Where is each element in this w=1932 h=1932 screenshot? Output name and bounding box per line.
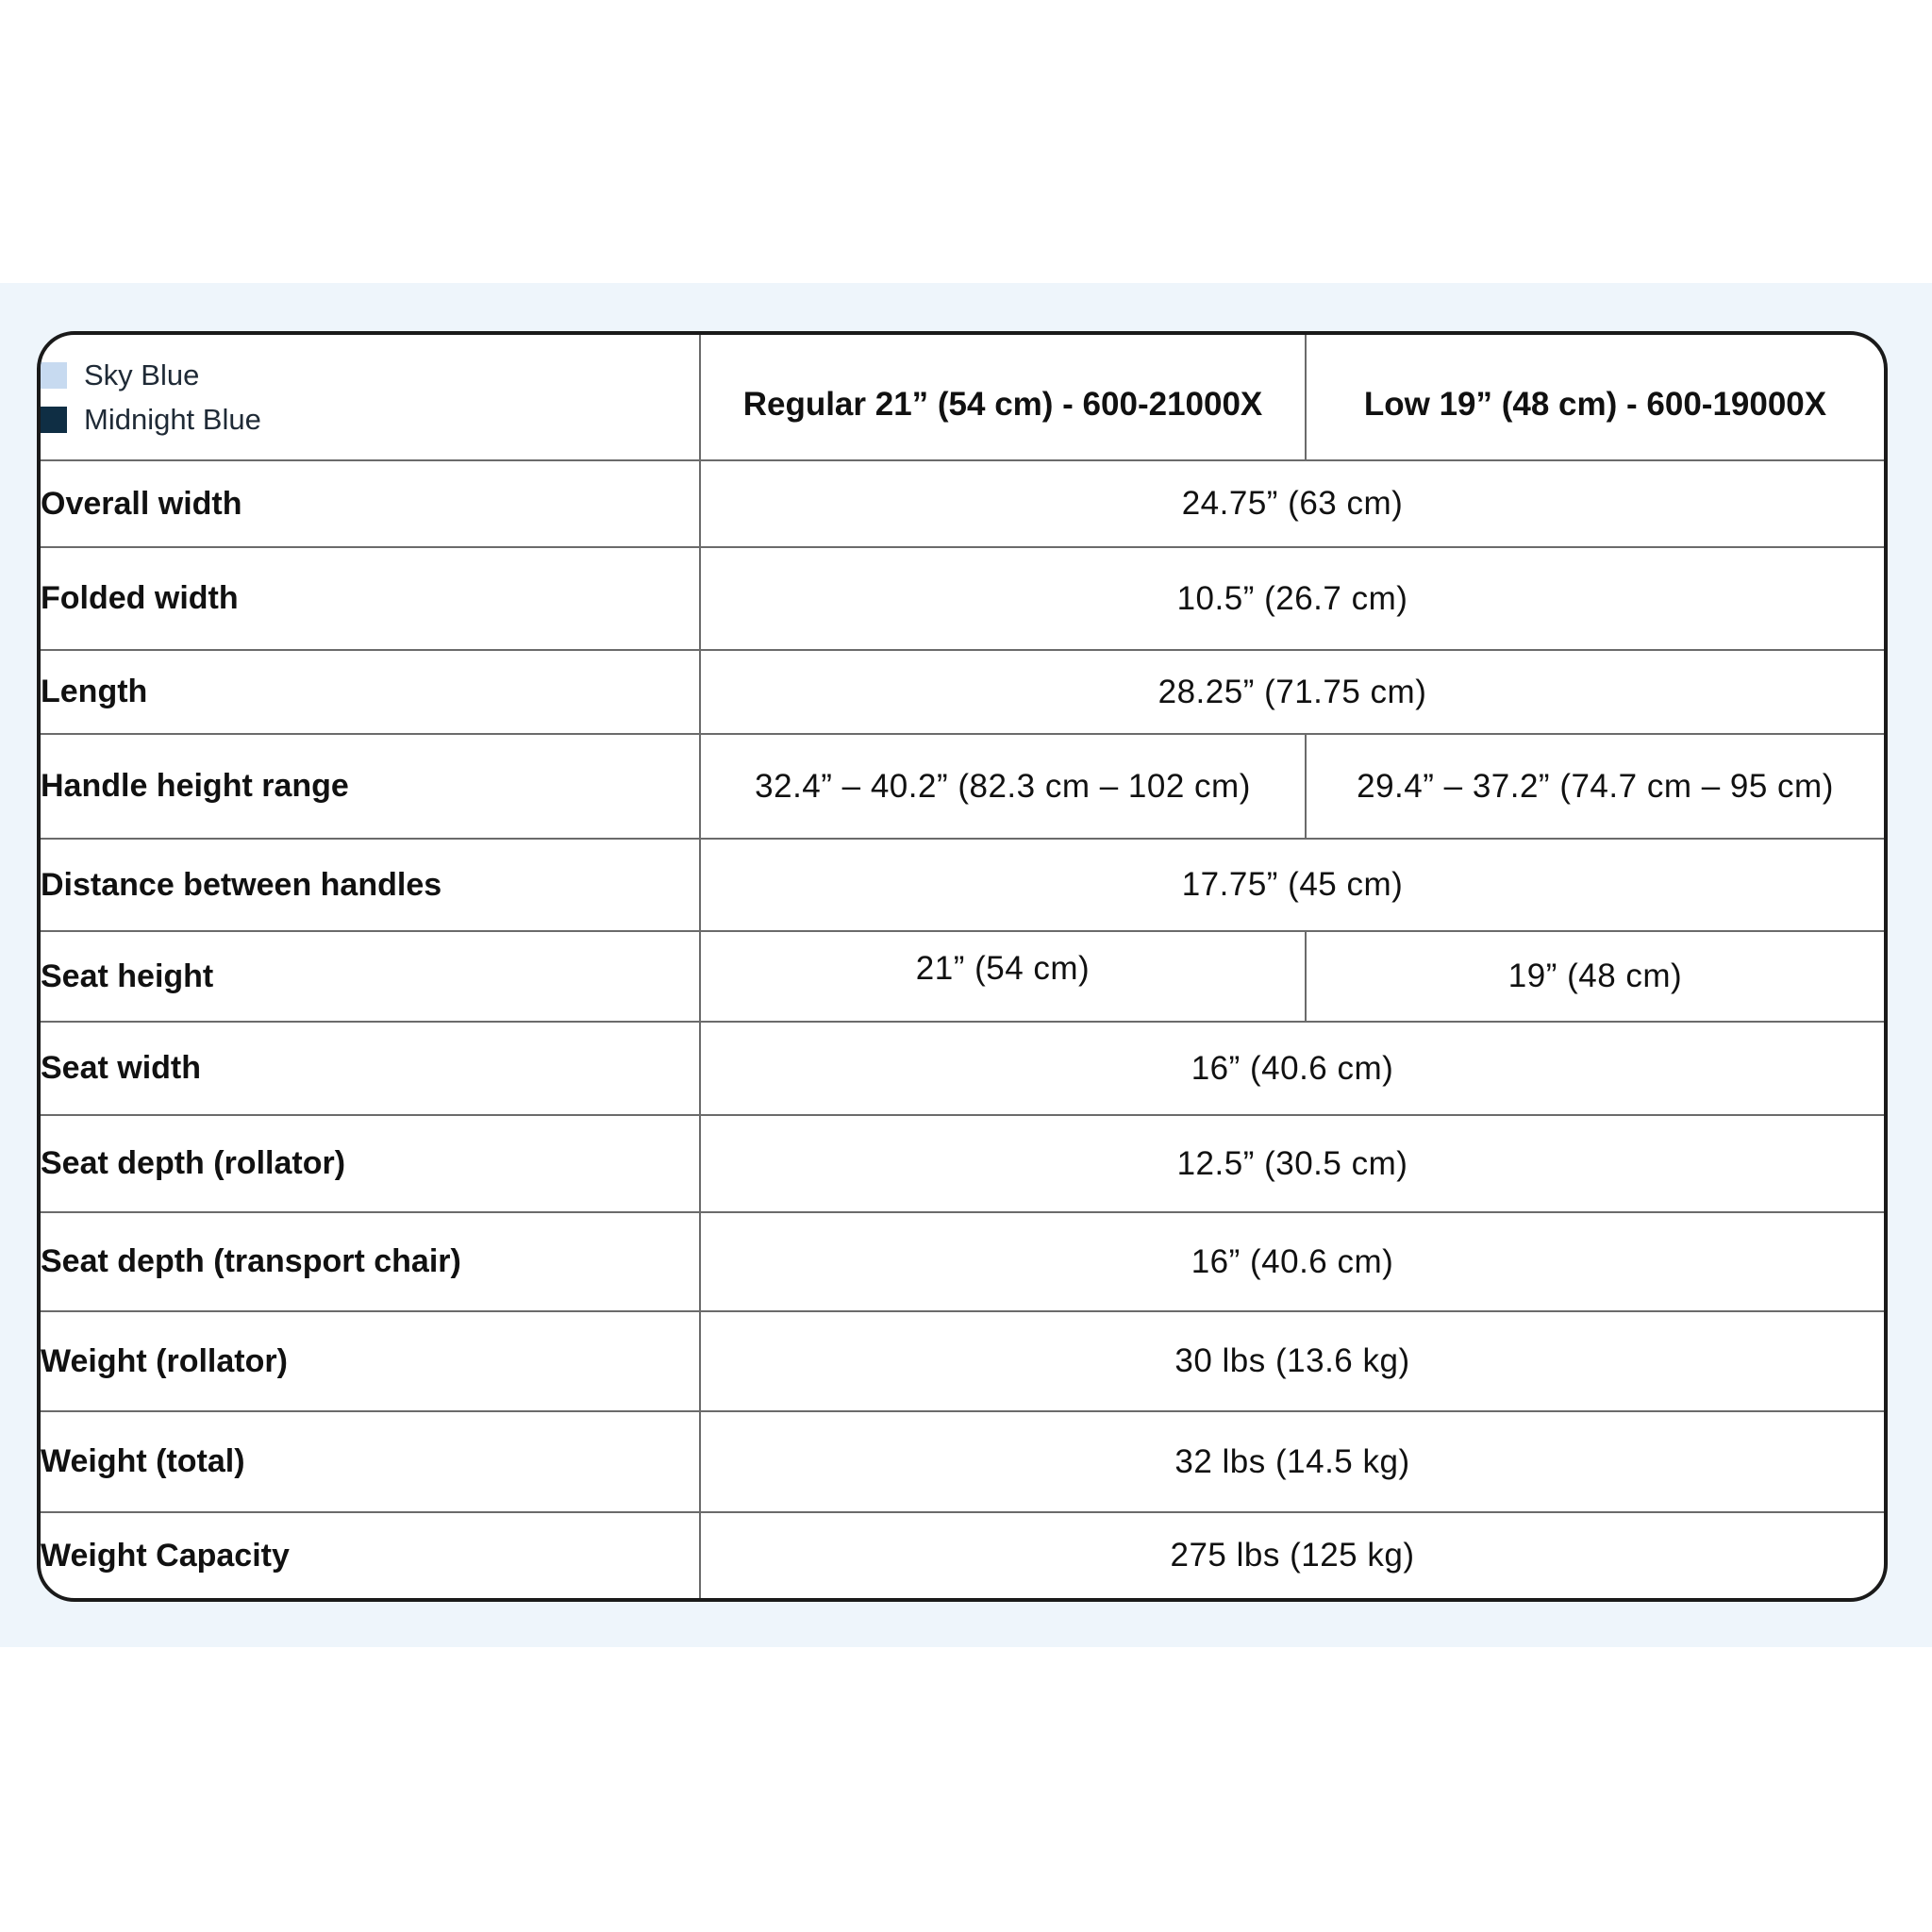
row-label: Seat depth (transport chair): [41, 1212, 700, 1311]
row-value: 24.75” (63 cm): [700, 460, 1884, 547]
row-value: 10.5” (26.7 cm): [700, 547, 1884, 650]
header-row: [41, 335, 1884, 460]
row-value: 30 lbs (13.6 kg): [700, 1311, 1884, 1411]
row-label: Length: [41, 650, 700, 734]
row-value: 17.75” (45 cm): [700, 839, 1884, 931]
specs-card: [37, 331, 1888, 1602]
legend-item-midnight-blue: [41, 397, 699, 441]
row-value: 28.25” (71.75 cm): [700, 650, 1884, 734]
header-low: Low 19” (48 cm) - 600-19000X: [1306, 335, 1884, 460]
midnight-blue-swatch-icon: [41, 407, 67, 433]
row-value: 275 lbs (125 kg): [700, 1512, 1884, 1598]
sky-blue-swatch-icon: [41, 362, 67, 389]
row-value-regular: 32.4” – 40.2” (82.3 cm – 102 cm): [700, 734, 1306, 839]
legend-item-sky-blue: [41, 353, 699, 397]
seat-height-regular: 21” (54 cm): [915, 950, 1091, 987]
row-value-low: 19” (48 cm): [1306, 931, 1884, 1022]
row-label: Overall width: [41, 460, 700, 547]
table-row: [41, 1512, 1884, 1598]
row-label: Distance between handles: [41, 839, 700, 931]
specs-table: [41, 335, 1884, 1598]
table-row: [41, 650, 1884, 734]
table-row: [41, 1212, 1884, 1311]
row-label: Weight (rollator): [41, 1311, 700, 1411]
row-value-regular: [700, 931, 1306, 1022]
row-label: Handle height range: [41, 734, 700, 839]
row-label: Seat width: [41, 1022, 700, 1115]
row-value: 16” (40.6 cm): [700, 1212, 1884, 1311]
table-row: [41, 839, 1884, 931]
legend-label: Midnight Blue: [84, 402, 261, 436]
row-label: Seat depth (rollator): [41, 1115, 700, 1212]
table-row: [41, 931, 1884, 1022]
row-label: Weight (total): [41, 1411, 700, 1512]
table-row: [41, 734, 1884, 839]
table-row: [41, 1311, 1884, 1411]
row-value: 16” (40.6 cm): [700, 1022, 1884, 1115]
color-legend: [41, 335, 700, 460]
row-label: Seat height: [41, 931, 700, 1022]
table-row: [41, 547, 1884, 650]
table-row: [41, 1411, 1884, 1512]
row-value-low: 29.4” – 37.2” (74.7 cm – 95 cm): [1306, 734, 1884, 839]
row-label: Weight Capacity: [41, 1512, 700, 1598]
row-value: 12.5” (30.5 cm): [700, 1115, 1884, 1212]
header-regular: Regular 21” (54 cm) - 600-21000X: [700, 335, 1306, 460]
table-row: [41, 1022, 1884, 1115]
row-value: 32 lbs (14.5 kg): [700, 1411, 1884, 1512]
row-label: Folded width: [41, 547, 700, 650]
legend-label: Sky Blue: [84, 358, 200, 391]
table-row: [41, 460, 1884, 547]
table-row: [41, 1115, 1884, 1212]
